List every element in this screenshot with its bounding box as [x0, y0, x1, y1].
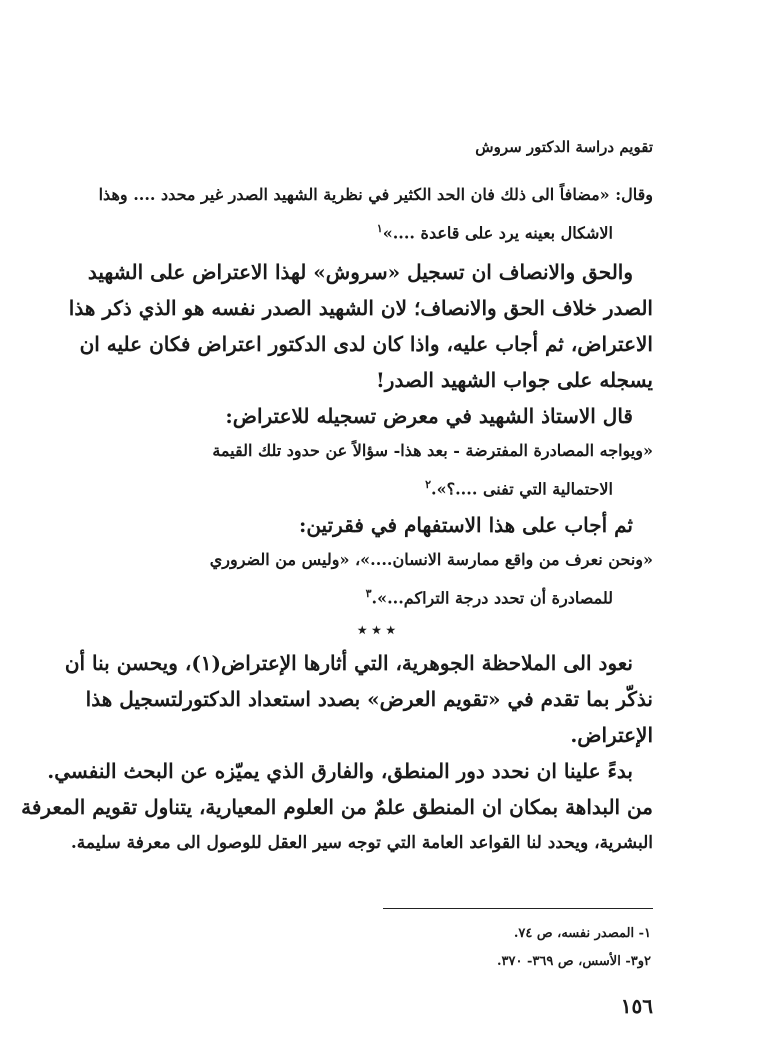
- text-line: الاشكال بعينه يرد على قاعدة ....»$^١$: [376, 222, 613, 243]
- page-number: ١٥٦: [620, 994, 653, 1018]
- paragraph-5: [21, 753, 653, 861]
- footnote-divider: [383, 908, 653, 909]
- footnote-ref: ١: [376, 222, 383, 235]
- text-line: يسجله على جواب الشهيد الصدر!: [376, 368, 653, 393]
- quote-paragraph-3: [100, 543, 653, 615]
- text-line: نذكّر بما تقدم في «تقويم العرض» بصدد استعداد الدكتورلتسجيل هذا: [85, 686, 653, 711]
- text-line: من البداهة بمكان ان المنطق علمٌ من العلوم المعيارية، يتناول تقويم المعرفة: [21, 794, 653, 819]
- paragraph-4: [64, 645, 653, 753]
- text-line: «ونحن نعرف من واقع ممارسة الانسان....»، «وليس من الضروري: [209, 549, 653, 569]
- text-line: الاحتمالية التي تفنى ....؟».$^٢$: [425, 478, 613, 499]
- text-line: وقال: «مضافاً الى ذلك فان الحد الكثير في نظرية الشهيد الصدر غير محدد .... وهذا: [98, 185, 653, 204]
- footnote-ref: ٣: [365, 586, 372, 600]
- text-line: للمصادرة أن تحدد درجة التراكم...».$^٣$: [365, 586, 613, 607]
- text-line: ثم أجاب على هذا الاستفهام في فقرتين:: [298, 512, 633, 537]
- text-line: البشرية، ويحدد لنا القواعد العامة التي توجه سير العقل للوصول الى معرفة سليمة.: [70, 832, 653, 853]
- text-line: الصدر خلاف الحق والانصاف؛ لان الشهيد الصدر نفسه هو الذي ذكر هذا: [68, 296, 653, 321]
- footnote-item: ١- المصدر نفسه، ص ٧٤.: [513, 926, 651, 941]
- text-line: الإعتراض.: [570, 722, 653, 747]
- footnote-item: ٢و٣- الأسس، ص ٣٦٩- ٣٧٠.: [497, 954, 651, 969]
- footnote-ref: ٢: [425, 478, 432, 492]
- paragraph-1: [68, 254, 653, 398]
- text-line: نعود الى الملاحظة الجوهرية، التي أثارها الإعتراض(١)، ويحسن بنا أن: [64, 650, 633, 675]
- section-separator: ٭ ٭ ٭: [357, 619, 396, 639]
- running-header: تقويم دراسة الدكتور سروش: [475, 138, 653, 156]
- paragraph-2: [100, 398, 653, 434]
- quote-paragraph-1: [100, 178, 653, 250]
- text-line: قال الاستاذ الشهيد في معرض تسجيله للاعتراض:: [225, 404, 633, 429]
- text-line: والحق والانصاف ان تسجيل «سروش» لهذا الاعتراض على الشهيد: [87, 260, 633, 285]
- paragraph-3: [100, 507, 653, 543]
- footnotes: [497, 920, 651, 976]
- text-line: الاعتراض، ثم أجاب عليه، واذا كان لدى الدكتور اعتراض فكان عليه ان: [79, 332, 653, 357]
- body-text: [21, 178, 653, 861]
- text-line: «ويواجه المصادرة المفترضة - بعد هذا- سؤالاً عن حدود تلك القيمة: [212, 441, 653, 461]
- quote-paragraph-2: [100, 434, 653, 506]
- text-line: بدءً علينا ان نحدد دور المنطق، والفارق الذي يميّزه عن البحث النفسي.: [47, 758, 633, 783]
